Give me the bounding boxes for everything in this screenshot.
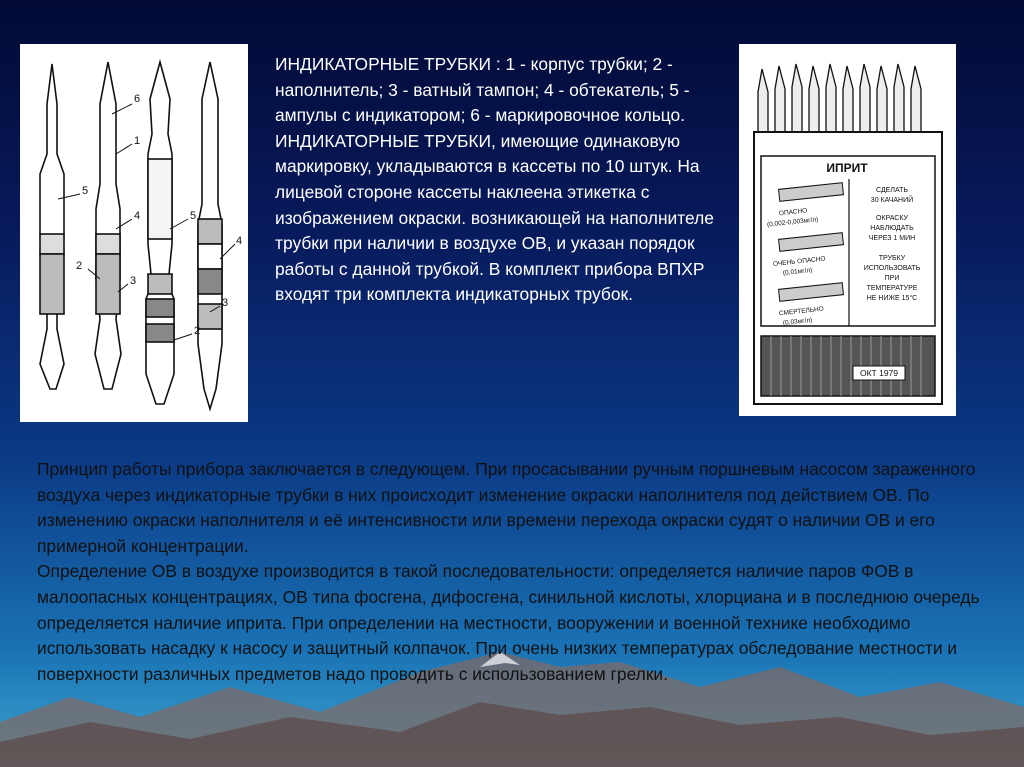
band-concentration: (0,002-0,003мг/л) (766, 216, 819, 229)
instruction-line: 30 КАЧАНИЙ (870, 197, 914, 204)
instruction-line: ИСПОЛЬЗОВАТЬ (863, 265, 921, 272)
tube-label: 3 (222, 297, 229, 309)
instruction-line: ЧЕРЕЗ 1 МИН (868, 235, 916, 242)
tube-label: 4 (134, 210, 141, 222)
tubes-description: ИНДИКАТОРНЫЕ ТРУБКИ : 1 - корпус трубки; 2 - наполнитель; 3 - ватный тампон; 4 - обтекатель; 5 - ампулы с индикатором; 6 - маркировочное кольцо. ИНДИКАТОРНЫЕ ТРУБКИ, имеющие одинаковую маркировку, укладываются в кассеты по 10 штук. На лицевой стороне кассеты наклеена этикетка с изображением окраски. возникающей на наполнителе трубки при наличии в воздухе ОВ, и указан порядок работы с данной трубкой. В комплект прибора ВПХР входят три комплекта индикаторных трубок. (275, 54, 714, 305)
tube-label: 2 (194, 325, 201, 337)
principle-description (37, 457, 1012, 687)
band-label: ОПАСНО (778, 207, 808, 218)
sequence-paragraph: Определение ОВ в воздухе производится в такой последовательности: определяется наличие паров ФОВ в малоопасных концентрациях, ОВ типа фосгена, дифосгена, синильной кислоты, хлорциана и в последнюю очередь определяется наличие иприта. При определении на местности, вооружении и военной технике необходимо использовать насадку к насосу и защитный колпачок. При очень низких температурах обследование местности и поверхности различных предметов надо проводить с использованием грелки. (37, 561, 980, 684)
band-concentration: (0,01мг/л) (782, 266, 813, 277)
indicator-tubes-figure (20, 44, 248, 422)
tubes-drawing (20, 44, 248, 422)
tube-label: 1 (134, 135, 141, 147)
instruction-line: ПРИ (884, 275, 900, 282)
principle-paragraph: Принцип работы прибора заключается в следующем. При просасывании ручным поршневым насосом зараженного воздуха через индикаторные трубки в них происходит изменение окраски наполнителя под действием ОВ. По изменению окраски наполнителя и её интенсивности или времени перехода окраски судят о наличии ОВ и его примерной концентрации. (37, 459, 976, 556)
instruction-line: НЕ НИЖЕ 15°С (866, 295, 918, 302)
tube-label: 2 (76, 260, 83, 272)
instruction-line: СДЕЛАТЬ (876, 187, 908, 194)
cassette-title: ИПРИТ (826, 161, 868, 175)
cassette-stamp: ОКТ 1979 (859, 368, 899, 378)
tube-label: 3 (130, 275, 137, 287)
band-concentration: (0,03мг/л) (782, 316, 813, 327)
cassette-drawing (739, 44, 956, 416)
tube-label: 6 (134, 93, 141, 105)
cassette-figure (739, 44, 956, 416)
instruction-line: НАБЛЮДАТЬ (870, 225, 914, 232)
instruction-line: ОКРАСКУ (876, 215, 908, 222)
tube-label: 5 (82, 185, 89, 197)
band-label: ОЧЕНЬ ОПАСНО (772, 255, 826, 268)
band-label: СМЕРТЕЛЬНО (778, 305, 825, 318)
instruction-line: ТРУБКУ (878, 255, 906, 262)
tube-label: 5 (190, 210, 197, 222)
tube-label: 4 (236, 235, 243, 247)
instruction-line: ТЕМПЕРАТУРЕ (866, 285, 918, 292)
